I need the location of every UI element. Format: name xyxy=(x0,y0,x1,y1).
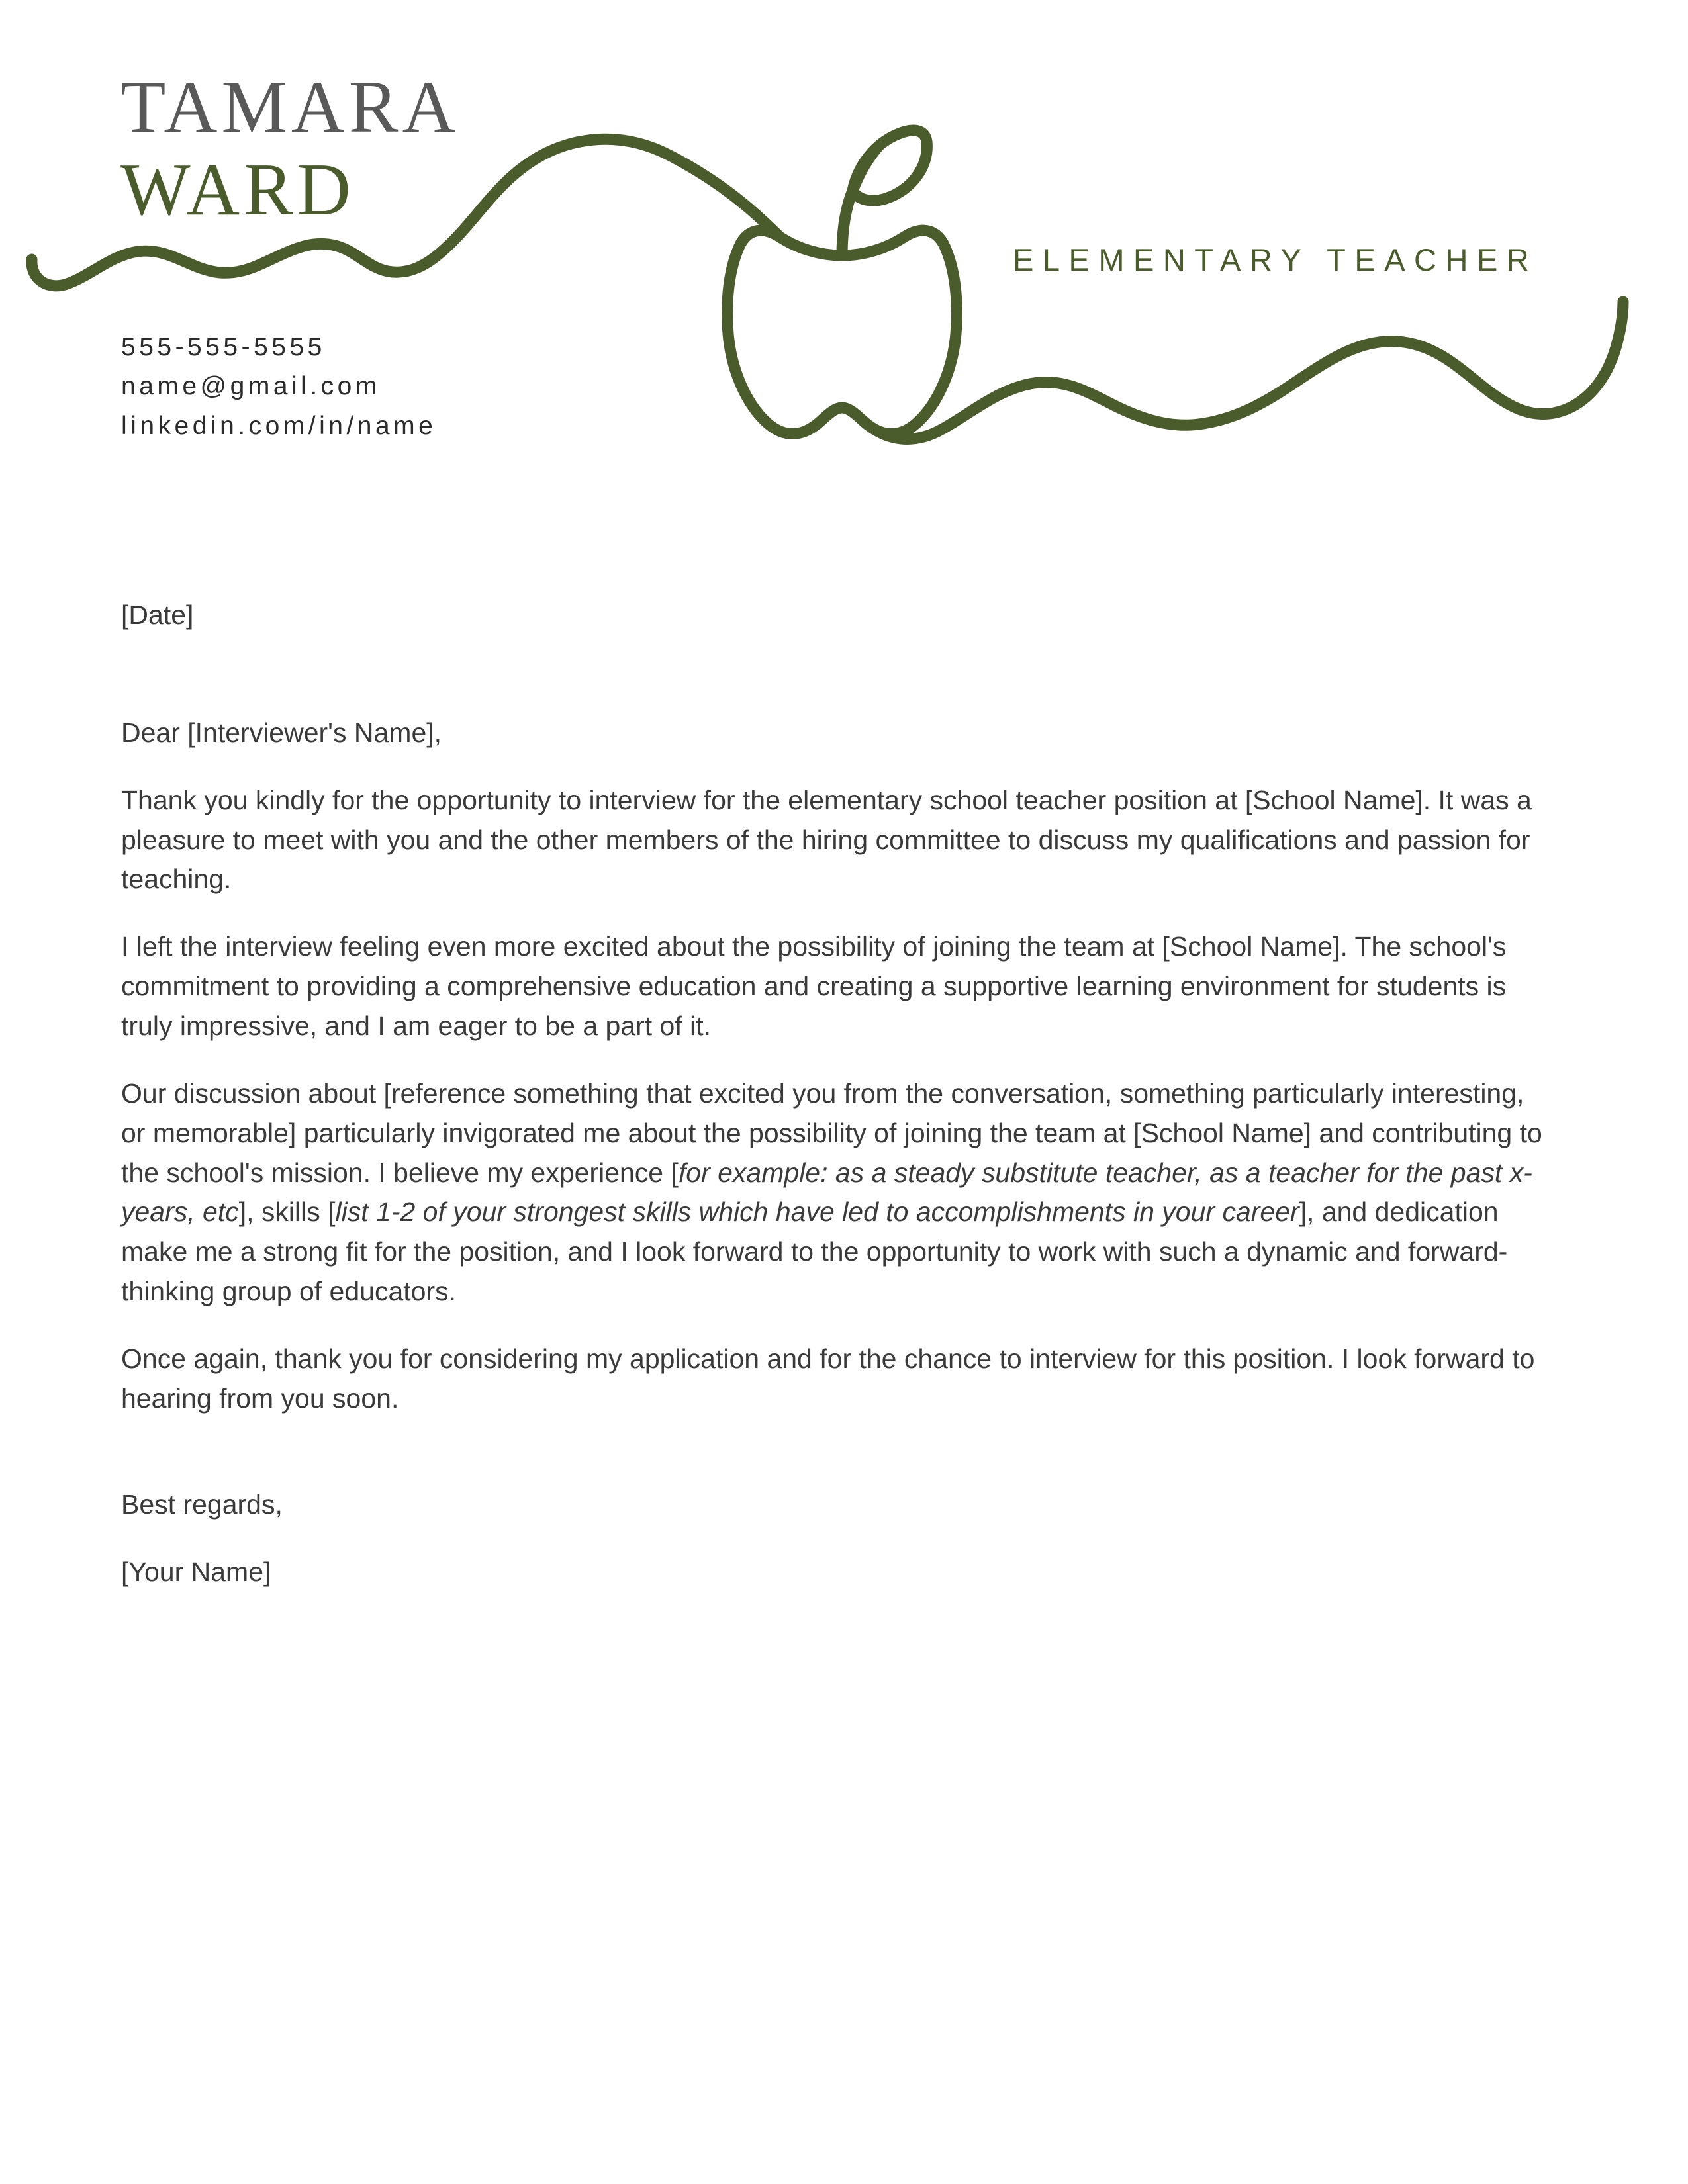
letterhead-header xyxy=(0,0,1688,463)
contact-details xyxy=(121,328,436,445)
paragraph-3-part-2: ], skills [ xyxy=(238,1197,336,1228)
job-title: ELEMENTARY TEACHER xyxy=(1013,242,1538,277)
contact-phone[interactable]: 555-555-5555 xyxy=(121,333,326,361)
letter-date: [Date] xyxy=(121,600,194,630)
paragraph-3-italic-1: for example: as a steady substitute teacher, as a teacher for the past x-years, etc xyxy=(121,1157,1532,1228)
letter-paragraph-4: Once again, thank you for considering my application and for the chance to interview for this position. I look forward to hearing from you soon. xyxy=(121,1343,1535,1414)
letter-paragraph-1: Thank you kindly for the opportunity to interview for the elementary school teacher position at [School Name]. It was a pleasure to meet with you and the other members of the hiring committee to discuss my qualifications and passion for teaching. xyxy=(121,784,1532,895)
letter-paragraph-2: I left the interview feeling even more excited about the possibility of joining the team at [School Name]. The school's commitment to providing a comprehensive education and creating a supportive learning environment for students is truly impressive, and I am eager to be a part of it. xyxy=(121,931,1507,1042)
letter-salutation: Dear [Interviewer's Name], xyxy=(121,717,442,748)
name-first: TAMARA xyxy=(120,66,460,148)
contact-email[interactable]: name@gmail.com xyxy=(121,372,381,401)
letter-body xyxy=(121,596,1543,1619)
letter-signature: [Your Name] xyxy=(121,1556,271,1587)
contact-linkedin[interactable]: linkedin.com/in/name xyxy=(121,411,437,440)
name-last: WARD xyxy=(120,149,355,232)
letter-paragraph-3 xyxy=(121,1074,1543,1312)
candidate-name xyxy=(120,66,459,232)
letter-closing: Best regards, xyxy=(121,1488,283,1520)
paragraph-3-part-1: Our discussion about [reference something that excited you from the conversation, something particularly interesting, or memorable] particularly invigorated me about the possibility of joining the team at [School Name] and contributing to the school's mission. I believe my experience [ xyxy=(121,1077,1542,1188)
paragraph-3-italic-2: list 1-2 of your strongest skills which have led to accomplishments in your career xyxy=(335,1197,1299,1228)
paragraph-3-part-3: ], and dedication make me a strong fit for the position, and I look forward to the opportunity to work with such a dynamic and forward-thinking group of educators. xyxy=(121,1197,1508,1307)
